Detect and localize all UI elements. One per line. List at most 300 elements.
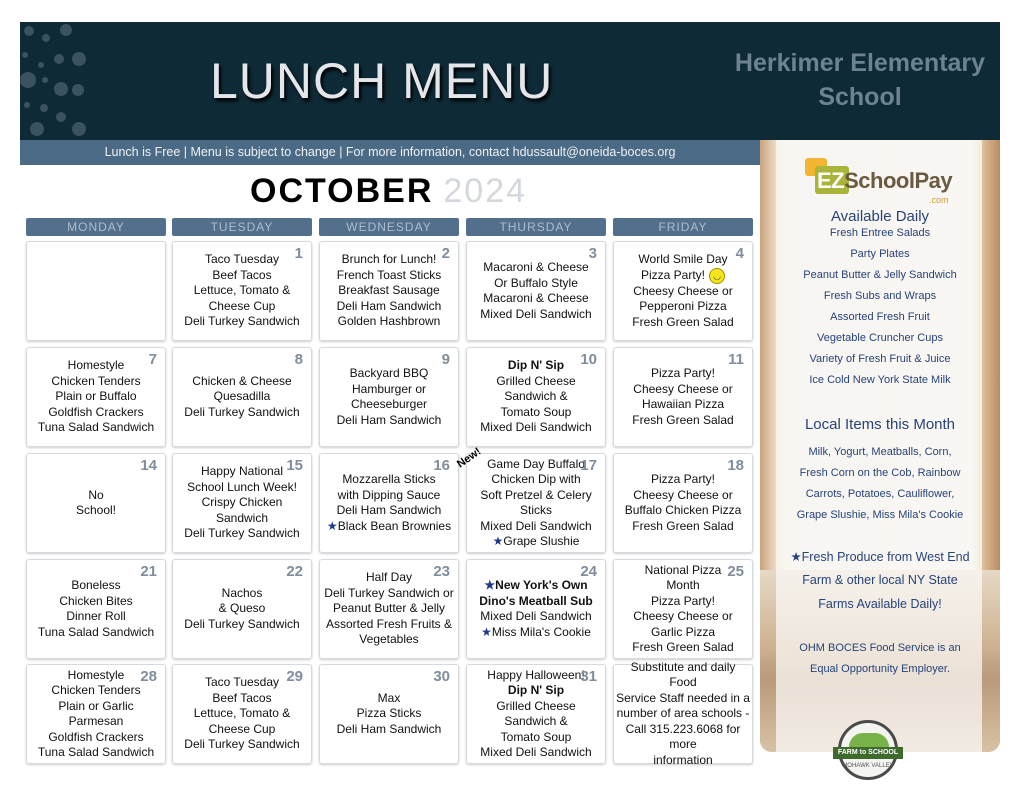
menu-item <box>359 632 418 648</box>
menu-item <box>633 284 732 300</box>
menu-item-text: Taco Tuesday <box>204 252 280 267</box>
decorative-dot <box>42 77 48 83</box>
menu-item <box>205 675 279 691</box>
day-number: 30 <box>433 668 450 685</box>
available-item: Vegetable Cruncher Cups <box>817 332 943 344</box>
available-item: Ice Cold New York State Milk <box>809 374 951 386</box>
menu-item <box>68 358 125 374</box>
menu-item-text: Dip N' Sip <box>507 358 565 373</box>
menu-item-text: Homestyle <box>67 667 125 682</box>
day-number: 10 <box>580 351 597 368</box>
menu-item-text: Goldfish Crackers <box>48 404 144 419</box>
menu-item <box>66 609 125 625</box>
weekday-header-wednesday: WEDNESDAY <box>319 218 459 236</box>
menu-item <box>494 276 578 292</box>
menu-item <box>633 609 732 625</box>
menu-item-text: Dino's Meatball Sub <box>479 593 593 608</box>
menu-item-text: Fresh Green Salad <box>632 314 734 329</box>
menu-item-text: Mixed Deli Sandwich <box>480 609 592 623</box>
menu-item <box>337 413 442 429</box>
menu-item <box>632 315 733 331</box>
menu-item-text: Tomato Soup <box>500 404 572 419</box>
menu-item <box>184 314 299 330</box>
menu-item-text: Cheesy Cheese or <box>633 283 733 298</box>
menu-item-text: Pizza Sticks <box>356 706 422 721</box>
menu-item <box>214 389 271 405</box>
available-item: Fresh Subs and Wraps <box>823 290 937 302</box>
menu-item <box>222 586 263 602</box>
day-cell <box>613 559 753 659</box>
menu-item <box>616 691 750 707</box>
day-cell <box>319 347 459 447</box>
menu-item <box>493 534 580 550</box>
farm-to-school-logo <box>838 720 898 780</box>
menu-item-text: Sandwich & <box>504 389 568 404</box>
menu-item-text: Cheesy Cheese or <box>633 487 733 502</box>
menu-item-text: Deli Turkey Sandwich or <box>324 585 454 600</box>
menu-item <box>212 268 271 284</box>
menu-item <box>38 420 154 436</box>
decorative-dot <box>54 54 64 64</box>
farm-logo-band: FARM to SCHOOL <box>833 747 903 759</box>
menu-item <box>337 722 442 738</box>
menu-item-text: Beef Tacos <box>212 267 272 282</box>
menu-item <box>184 526 299 542</box>
day-cell <box>466 241 606 341</box>
menu-item <box>209 299 276 315</box>
menu-item-text: Chicken Tenders <box>51 683 141 697</box>
menu-item <box>483 291 588 307</box>
menu-item <box>187 480 297 496</box>
menu-item-text: with Dipping Sauce <box>337 487 441 502</box>
menu-item <box>59 594 132 610</box>
day-cell <box>172 453 312 553</box>
menu-item-text: School! <box>75 503 117 517</box>
menu-item-text: Crispy Chicken <box>201 495 283 510</box>
logo-text: EZSchoolPay <box>817 168 953 193</box>
available-item: Assorted Fresh Fruit <box>830 311 930 323</box>
menu-item <box>324 586 453 602</box>
menu-item-text: Deli Turkey Sandwich <box>184 616 300 631</box>
menu-item <box>651 366 715 382</box>
menu-item-text: Peanut Butter & Jelly <box>332 601 446 616</box>
menu-item-text: Chicken & Cheese <box>192 373 292 388</box>
day-number: 2 <box>441 245 450 262</box>
menu-item-text: Deli Turkey Sandwich <box>184 314 300 329</box>
menu-item <box>501 730 572 746</box>
menu-item <box>480 420 591 436</box>
menu-item <box>201 464 283 480</box>
menu-item <box>480 609 591 625</box>
day-cell <box>172 241 312 341</box>
menu-item <box>202 495 283 511</box>
menu-item <box>55 389 136 405</box>
decorative-dot <box>40 104 48 112</box>
menu-item <box>651 472 715 488</box>
menu-item <box>205 252 279 268</box>
menu-item <box>69 714 124 730</box>
menu-item-text: Chicken Dip with <box>491 472 581 486</box>
decorative-dot <box>30 122 44 136</box>
day-cell <box>172 559 312 659</box>
day-cell <box>613 347 753 447</box>
decorative-dot <box>54 82 68 96</box>
menu-item <box>641 268 725 284</box>
day-number: 31 <box>580 668 597 685</box>
menu-item-text: Buffalo Chicken Pizza <box>624 503 742 517</box>
menu-item-text: Sandwich <box>215 510 269 525</box>
menu-item-text: Pepperoni Pizza <box>639 299 727 313</box>
menu-item <box>337 503 442 519</box>
menu-item-text: World Smile Day <box>638 252 728 266</box>
menu-item-text: Sandwich & <box>504 714 568 728</box>
menu-item-text: Nachos <box>221 585 263 600</box>
menu-item-text: Parmesan <box>68 714 124 728</box>
menu-item-text: Deli Turkey Sandwich <box>184 404 300 419</box>
menu-item <box>480 519 591 535</box>
decorative-dot <box>24 26 34 36</box>
menu-item <box>366 570 412 586</box>
menu-item <box>651 625 715 641</box>
farm-logo-region: MOHAWK VALLEY <box>842 763 894 769</box>
menu-item-text: Vegetables <box>359 632 419 647</box>
menu-item <box>653 753 712 769</box>
menu-item <box>338 488 441 504</box>
menu-item <box>645 563 722 579</box>
logo-com: .com <box>929 195 949 205</box>
menu-item <box>326 617 452 633</box>
day-number: 14 <box>140 457 157 474</box>
month-name: OCTOBER <box>250 172 434 210</box>
menu-item-text: Chicken Tenders <box>51 373 141 388</box>
day-number: 24 <box>580 563 597 580</box>
menu-item-text: Miss Mila's Cookie <box>491 624 591 639</box>
menu-item-text: Macaroni & Cheese <box>483 291 589 305</box>
menu-item-text: Deli Ham Sandwich <box>336 721 442 736</box>
local-item: Grape Slushie, Miss Mila's Cookie <box>796 509 964 521</box>
day-cell <box>613 659 753 767</box>
star-icon: ★ <box>484 578 496 592</box>
menu-item-text: Beef Tacos <box>212 690 272 705</box>
menu-item <box>342 472 435 488</box>
menu-item-text: Tomato Soup <box>500 729 572 744</box>
menu-item <box>666 578 699 594</box>
menu-item-text: Mixed Deli Sandwich <box>480 745 592 759</box>
menu-item <box>508 358 564 374</box>
produce-note-text: Fresh Produce from West End <box>801 550 970 564</box>
day-cell <box>319 664 459 764</box>
menu-item <box>651 594 715 610</box>
day-number: 17 <box>580 457 597 474</box>
menu-item <box>481 625 591 641</box>
day-number: 18 <box>727 457 744 474</box>
farm-hill <box>849 733 889 747</box>
menu-item-text: Quesadilla <box>213 389 271 404</box>
day-cell <box>466 559 606 659</box>
menu-item-text: Chicken Bites <box>59 593 133 608</box>
menu-item-text: Tuna Salad Sandwich <box>37 420 155 435</box>
menu-item <box>469 488 603 519</box>
menu-item <box>616 722 750 753</box>
day-number: 7 <box>148 351 157 368</box>
decorative-dot <box>72 84 84 96</box>
star-icon: ★ <box>481 624 492 639</box>
day-cell <box>26 559 166 659</box>
menu-item-text: Happy National <box>200 464 284 479</box>
star-icon: ★ <box>790 550 802 564</box>
smiley-icon: ◡ <box>709 268 725 284</box>
decorative-dot <box>60 24 72 36</box>
menu-item <box>632 640 733 656</box>
menu-item-text: Cheesy Cheese or <box>633 381 733 396</box>
menu-item-text: Black Bean Brownies <box>337 518 452 533</box>
decorative-dot <box>72 52 86 66</box>
menu-item-text: Dinner Roll <box>66 609 126 623</box>
menu-item <box>504 389 567 405</box>
day-cell <box>319 453 459 553</box>
eoe-note: Equal Opportunity Employer. <box>809 663 951 675</box>
menu-item <box>76 503 116 519</box>
menu-item <box>71 578 120 594</box>
day-number: 29 <box>286 668 303 685</box>
menu-item <box>496 699 575 715</box>
menu-item-text: Deli Ham Sandwich <box>336 412 442 427</box>
menu-item <box>378 691 401 707</box>
menu-item <box>184 405 299 421</box>
day-number: 21 <box>140 563 157 580</box>
menu-item <box>480 745 591 761</box>
produce-note: Farm & other local NY State <box>802 573 958 587</box>
menu-item <box>357 706 422 722</box>
menu-item-text: Mixed Deli Sandwich <box>480 518 592 533</box>
local-item: Milk, Yogurt, Meatballs, Corn, <box>808 446 952 458</box>
menu-item <box>184 737 299 753</box>
menu-item <box>496 374 575 390</box>
day-cell <box>26 664 166 764</box>
day-number: 8 <box>294 351 303 368</box>
menu-item-text: Half Day <box>365 570 412 585</box>
star-icon: ★ <box>492 534 504 548</box>
produce-note: Farms Available Daily! <box>818 597 942 611</box>
menu-item-text: Tuna Salad Sandwich <box>37 745 155 759</box>
menu-item <box>484 578 587 594</box>
menu-item <box>487 457 585 473</box>
available-item: Variety of Fresh Fruit & Juice <box>809 353 951 365</box>
menu-item-text: Plain or Buffalo <box>55 389 137 404</box>
menu-item-text: Cheese Cup <box>208 298 276 313</box>
menu-item-text: School Lunch Week! <box>187 479 297 494</box>
day-cell <box>466 453 606 553</box>
menu-item <box>184 617 299 633</box>
menu-item-text: Tuna Salad Sandwich <box>37 624 155 639</box>
decorative-dot <box>24 102 30 108</box>
menu-item <box>38 625 154 641</box>
menu-item-text: Deli Turkey Sandwich <box>184 737 300 752</box>
day-cell <box>26 347 166 447</box>
local-title: Local Items this Month <box>804 416 956 433</box>
menu-item <box>338 314 441 330</box>
available-item: Fresh Entree Salads <box>829 227 931 239</box>
day-cell <box>172 347 312 447</box>
decorative-dot <box>22 52 28 58</box>
menu-item <box>342 252 437 268</box>
menu-item-text: Mixed Deli Sandwich <box>480 306 592 321</box>
menu-item-text: Backyard BBQ <box>349 366 429 380</box>
menu-item <box>616 660 750 691</box>
decorative-dot <box>20 72 36 88</box>
menu-item <box>632 519 733 535</box>
menu-item <box>68 668 125 684</box>
menu-item-text: New York's Own <box>495 578 588 592</box>
menu-item-text: Plain or Garlic <box>58 698 134 713</box>
menu-item <box>212 691 271 707</box>
menu-item <box>639 299 726 315</box>
decorative-dot <box>38 62 44 68</box>
day-cell <box>466 664 606 764</box>
school-name: Herkimer Elementary School <box>734 49 986 111</box>
menu-item <box>638 252 727 268</box>
menu-item-text: Happy Halloween! <box>487 667 585 682</box>
day-number: 15 <box>286 457 303 474</box>
produce-note <box>760 549 1000 564</box>
menu-item <box>351 397 427 413</box>
menu-item <box>479 594 593 610</box>
day-cell <box>26 241 166 341</box>
menu-item <box>338 283 439 299</box>
new-badge: New! <box>454 445 484 471</box>
menu-item-text: Fresh Green Salad <box>632 640 734 654</box>
menu-item-text: Month <box>666 578 700 592</box>
day-cell <box>613 241 753 341</box>
decorative-dot <box>56 112 66 122</box>
menu-item-text: Assorted Fresh Fruits & <box>325 616 453 631</box>
menu-item-text: Max <box>377 690 401 705</box>
menu-item-text: Mozzarella Sticks <box>342 472 436 486</box>
menu-item <box>48 405 143 421</box>
menu-item <box>633 488 732 504</box>
menu-item <box>617 706 750 722</box>
menu-item <box>352 382 426 398</box>
menu-item <box>48 730 143 746</box>
day-cell <box>26 453 166 553</box>
menu-item-text: Pizza Party! <box>640 267 706 282</box>
month-year: 2024 <box>443 172 528 210</box>
menu-item <box>219 601 266 617</box>
menu-item-text: Homestyle <box>67 358 125 373</box>
day-cell <box>319 241 459 341</box>
menu-item-text: Dip N' Sip <box>507 683 565 697</box>
menu-item-text: Fresh Green Salad <box>632 518 734 533</box>
day-cell <box>613 453 753 553</box>
day-number: 4 <box>735 245 744 262</box>
decorative-dot <box>42 34 50 42</box>
menu-item-text: Grilled Cheese <box>496 698 576 713</box>
menu-item <box>194 283 291 299</box>
menu-item-text: Cheeseburger <box>350 397 428 411</box>
available-item: Party Plates <box>850 248 910 260</box>
menu-item-text: Macaroni & Cheese <box>483 260 589 274</box>
menu-item <box>480 307 591 323</box>
weekday-header-monday: MONDAY <box>26 218 166 236</box>
menu-item <box>51 374 140 390</box>
menu-item-text: Lettuce, Tomato & <box>193 283 291 298</box>
star-icon: ★ <box>326 518 338 533</box>
menu-item-text: Pizza Party! <box>650 593 716 608</box>
day-number: 22 <box>286 563 303 580</box>
menu-item <box>194 706 291 722</box>
menu-item-text: Hawaiian Pizza <box>641 397 725 411</box>
menu-item-text: Mixed Deli Sandwich <box>480 420 592 435</box>
menu-item-text: information <box>653 752 713 767</box>
day-number: 3 <box>588 245 597 262</box>
day-cell <box>172 664 312 764</box>
menu-item-text: & Queso <box>218 601 266 616</box>
menu-item-text: Service Staff needed in a <box>616 690 750 705</box>
day-number: 1 <box>294 245 303 262</box>
day-number: 23 <box>433 563 450 580</box>
menu-item-text: Goldfish Crackers <box>48 729 144 744</box>
menu-item <box>88 488 103 504</box>
menu-item <box>337 299 442 315</box>
page-title: LUNCH MENU <box>210 53 554 109</box>
header-banner <box>20 22 1000 140</box>
menu-item <box>491 472 580 488</box>
month-title <box>250 172 527 211</box>
weekday-header-friday: FRIDAY <box>613 218 753 236</box>
menu-item <box>483 260 588 276</box>
menu-item-text: Golden Hashbrown <box>337 314 441 329</box>
menu-item-text: Deli Turkey Sandwich <box>184 526 300 541</box>
menu-item <box>209 722 276 738</box>
menu-item <box>327 519 451 535</box>
available-title: Available Daily <box>830 208 930 225</box>
menu-item <box>508 683 564 699</box>
menu-item-text: Taco Tuesday <box>204 675 280 690</box>
local-item: Carrots, Potatoes, Cauliflower, <box>805 488 955 500</box>
menu-item-text: Pizza Party! <box>650 366 716 380</box>
ezschoolpay-logo[interactable] <box>805 158 955 208</box>
menu-item-text: Substitute and daily Food <box>630 659 736 690</box>
menu-item <box>487 668 584 684</box>
info-bar: Lunch is Free | Menu is subject to change | For more information, contact hdussault@oneida-boces.org <box>20 140 760 165</box>
menu-item <box>350 366 429 382</box>
menu-item-text: Deli Ham Sandwich <box>336 503 442 517</box>
day-cell <box>466 347 606 447</box>
menu-item-text: Game Day Buffalo <box>487 456 585 471</box>
menu-item-text: Grilled Cheese <box>496 373 576 388</box>
weekday-header-tuesday: TUESDAY <box>172 218 312 236</box>
day-number: 9 <box>441 351 450 368</box>
decorative-dot <box>72 122 86 136</box>
menu-item-text: Pizza Party! <box>650 472 716 486</box>
eoe-note: OHM BOCES Food Service is an <box>799 642 961 654</box>
menu-item-text: Hamburger or <box>351 381 427 396</box>
menu-item <box>216 511 268 527</box>
day-number: 11 <box>728 351 744 368</box>
menu-item-text: Garlic Pizza <box>650 624 715 639</box>
menu-item-text: Brunch for Lunch! <box>341 252 437 267</box>
menu-item-text: French Toast Sticks <box>336 267 442 282</box>
menu-item <box>642 397 724 413</box>
menu-item-text: Or Buffalo Style <box>494 275 578 290</box>
menu-item-text: Soft Pretzel & Celery Sticks <box>480 487 592 517</box>
menu-item-text: number of area schools - <box>616 706 750 721</box>
menu-item-text: Cheesy Cheese or <box>633 609 733 623</box>
menu-item <box>633 382 732 398</box>
menu-item-text: Breakfast Sausage <box>338 283 440 298</box>
menu-item-text: Grape Slushie <box>503 534 580 548</box>
menu-item-text: Boneless <box>71 578 121 592</box>
